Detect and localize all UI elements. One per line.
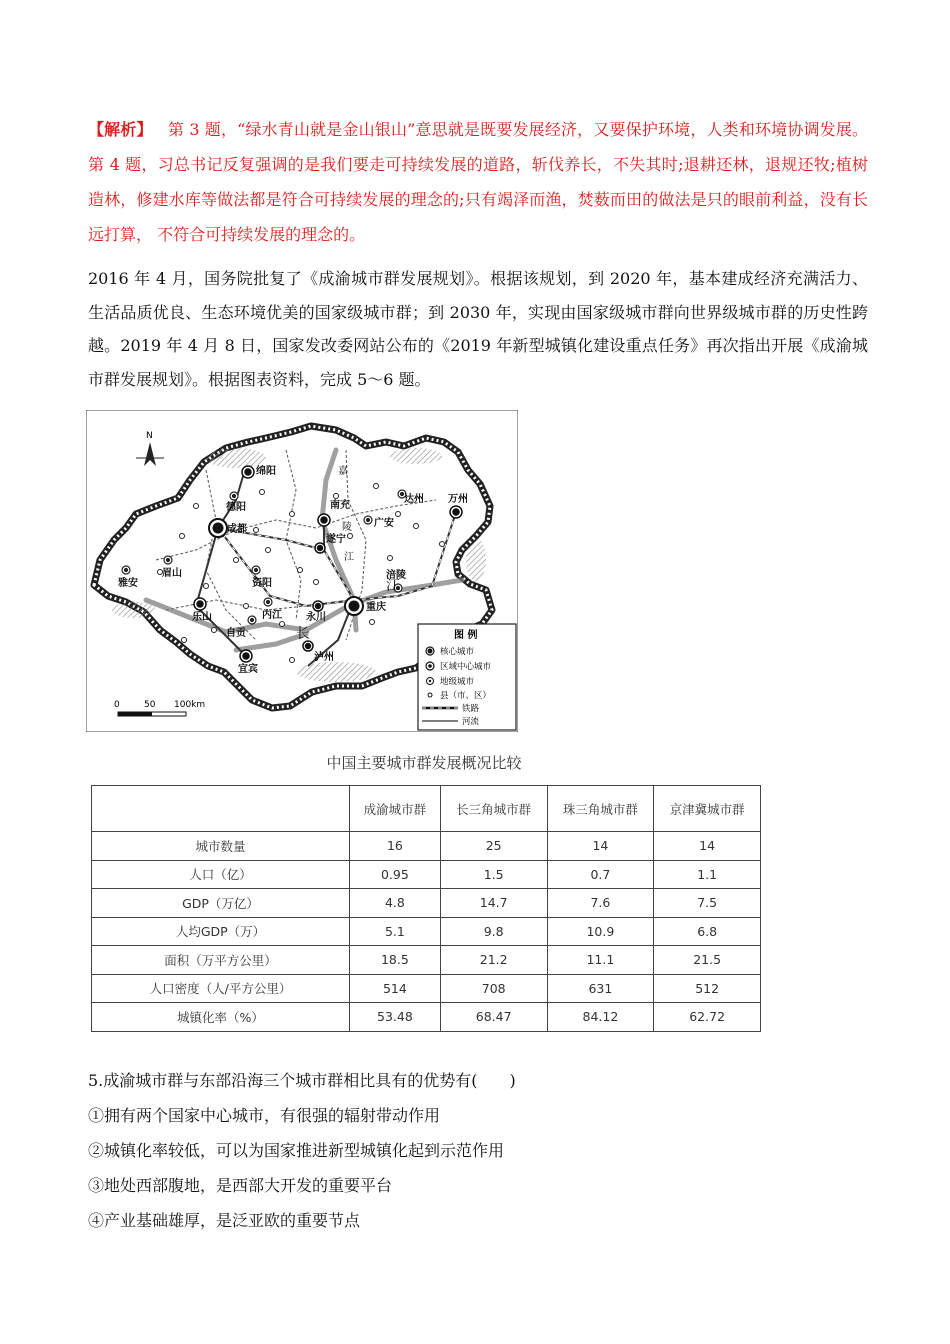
table-column-header: 京津冀城市群 xyxy=(654,786,761,832)
table-row xyxy=(92,832,761,861)
map-legend xyxy=(418,624,516,730)
table-cell: 4.8 xyxy=(350,889,441,918)
row-label: 人均GDP（万） xyxy=(92,917,350,946)
legend-item: 河流 xyxy=(462,717,480,727)
table-cell: 708 xyxy=(440,974,547,1003)
comparison-table xyxy=(91,785,761,1032)
table-cell: 7.6 xyxy=(547,889,654,918)
table-cell: 16 xyxy=(350,832,441,861)
legend-item: 区域中心城市 xyxy=(440,662,492,672)
city-label: 广安 xyxy=(374,518,394,529)
analysis-tag: 【解析】 xyxy=(88,120,153,139)
table-cell: 21.2 xyxy=(440,946,547,975)
table-column-header: 成渝城市群 xyxy=(350,786,441,832)
city-label: 成都 xyxy=(227,524,247,535)
scale-label: 100km xyxy=(174,700,206,710)
table-cell: 1.1 xyxy=(654,860,761,889)
chengyu-map xyxy=(86,410,518,732)
city-label: 乐山 xyxy=(192,612,212,623)
row-label: GDP（万亿） xyxy=(92,889,350,918)
table-cell: 25 xyxy=(440,832,547,861)
table-cell: 18.5 xyxy=(350,946,441,975)
north-label: N xyxy=(146,431,153,441)
row-label: 人口（亿） xyxy=(92,860,350,889)
legend-item: 铁路 xyxy=(462,704,480,714)
table-corner-cell xyxy=(92,786,350,832)
table-row xyxy=(92,917,761,946)
city-label: 雅安 xyxy=(118,578,138,589)
table-row xyxy=(92,1003,761,1032)
question-option: ①拥有两个国家中心城市，有很强的辐射带动作用 xyxy=(88,1106,441,1125)
table-cell: 0.95 xyxy=(350,860,441,889)
table-cell: 68.47 xyxy=(440,1003,547,1032)
map-svg xyxy=(86,410,518,732)
table-cell: 10.9 xyxy=(547,917,654,946)
table-row xyxy=(92,889,761,918)
table-cell: 6.8 xyxy=(654,917,761,946)
legend-item: 核心城市 xyxy=(440,647,475,657)
analysis-text: 第 3 题，“绿水青山就是金山银山”意思就是既要发展经济，又要保护环境，人类和环境协调发展。第 4 题，习总书记反复强调的是我们要走可持续发展的道路，斩伐养长，不失其时;退耕还林，退规还牧;植树造林，修建水库等做法都是符合可持续发展的理念的;只有竭泽而渔，焚薮而田的做法是只的眼前利益，没有长远打算， 不符合可持续发展的理念的。 xyxy=(88,120,868,244)
table-title: 中国主要城市群发展概况比较 xyxy=(326,754,522,772)
row-label: 面积（万平方公里） xyxy=(92,946,350,975)
question-stem: 5.成渝城市群与东部沿海三个城市群相比具有的优势有( ) xyxy=(88,1071,516,1090)
table-row xyxy=(92,860,761,889)
question-option: ④产业基础雄厚，是泛亚欧的重要节点 xyxy=(88,1211,361,1230)
intro-paragraph: 2016 年 4 月，国务院批复了《成渝城市群发展规划》。根据该规划，到 2020 年，基本建成经济充满活力、生活品质优良、生态环境优美的国家级城市群；到 2030 年，实现由国家级城市群向世界级城市群的历史性跨越。2019 年 4 月 8 日，国家发改委网站公布的《2019 年新型城镇化建设重点任务》再次指出开展《成渝城市群发展规划》。根据图表资料，完成 5～6 题。 xyxy=(88,269,868,389)
table-cell: 14 xyxy=(654,832,761,861)
city-label: 南充 xyxy=(330,500,350,511)
city-label: 宜宾 xyxy=(238,664,258,675)
legend-item: 县（市、区） xyxy=(440,691,492,701)
river-label: 嘉 xyxy=(338,466,348,477)
river-label: 江 xyxy=(386,578,400,594)
table-cell: 11.1 xyxy=(547,946,654,975)
table-cell: 62.72 xyxy=(654,1003,761,1032)
legend-title: 图 例 xyxy=(454,630,478,641)
table-column-header: 珠三角城市群 xyxy=(547,786,654,832)
analysis-paragraph xyxy=(88,112,868,252)
city-label: 内江 xyxy=(262,610,282,621)
table-cell: 53.48 xyxy=(350,1003,441,1032)
table-row xyxy=(92,974,761,1003)
table-cell: 7.5 xyxy=(654,889,761,918)
table-cell: 14 xyxy=(547,832,654,861)
scale-label: 50 xyxy=(144,700,156,710)
river-label: 江 xyxy=(344,552,354,563)
table-cell: 14.7 xyxy=(440,889,547,918)
question-option: ③地处西部腹地，是西部大开发的重要平台 xyxy=(88,1176,393,1195)
table-cell: 0.7 xyxy=(547,860,654,889)
table-cell: 631 xyxy=(547,974,654,1003)
river-label: 陵 xyxy=(342,522,352,533)
city-label: 自贡 xyxy=(226,628,246,639)
city-label: 涪陵 xyxy=(386,570,406,581)
table-column-header: 长三角城市群 xyxy=(440,786,547,832)
river-label: 长 xyxy=(296,626,310,642)
table-cell: 84.12 xyxy=(547,1003,654,1032)
table-row xyxy=(92,946,761,975)
table-cell: 5.1 xyxy=(350,917,441,946)
city-label: 重庆 xyxy=(366,602,386,613)
table-header-row xyxy=(92,786,761,832)
table-cell: 9.8 xyxy=(440,917,547,946)
row-label: 人口密度（人/平方公里） xyxy=(92,974,350,1003)
scale-label: 0 xyxy=(114,700,120,710)
city-label: 资阳 xyxy=(252,578,272,589)
city-label: 泸州 xyxy=(314,652,334,663)
row-label: 城市数量 xyxy=(92,832,350,861)
city-label: 万州 xyxy=(448,494,468,505)
table-cell: 514 xyxy=(350,974,441,1003)
city-label: 达州 xyxy=(404,494,424,505)
question-option: ②城镇化率较低，可以为国家推进新型城镇化起到示范作用 xyxy=(88,1141,505,1160)
city-label: 遂宁 xyxy=(326,534,346,545)
city-label: 德阳 xyxy=(226,502,246,513)
legend-item: 地级城市 xyxy=(440,677,475,687)
table-cell: 21.5 xyxy=(654,946,761,975)
city-label: 绵阳 xyxy=(256,466,276,477)
table-cell: 512 xyxy=(654,974,761,1003)
row-label: 城镇化率（%） xyxy=(92,1003,350,1032)
table-cell: 1.5 xyxy=(440,860,547,889)
city-label: 永川 xyxy=(306,612,326,623)
city-label: 眉山 xyxy=(162,568,182,579)
